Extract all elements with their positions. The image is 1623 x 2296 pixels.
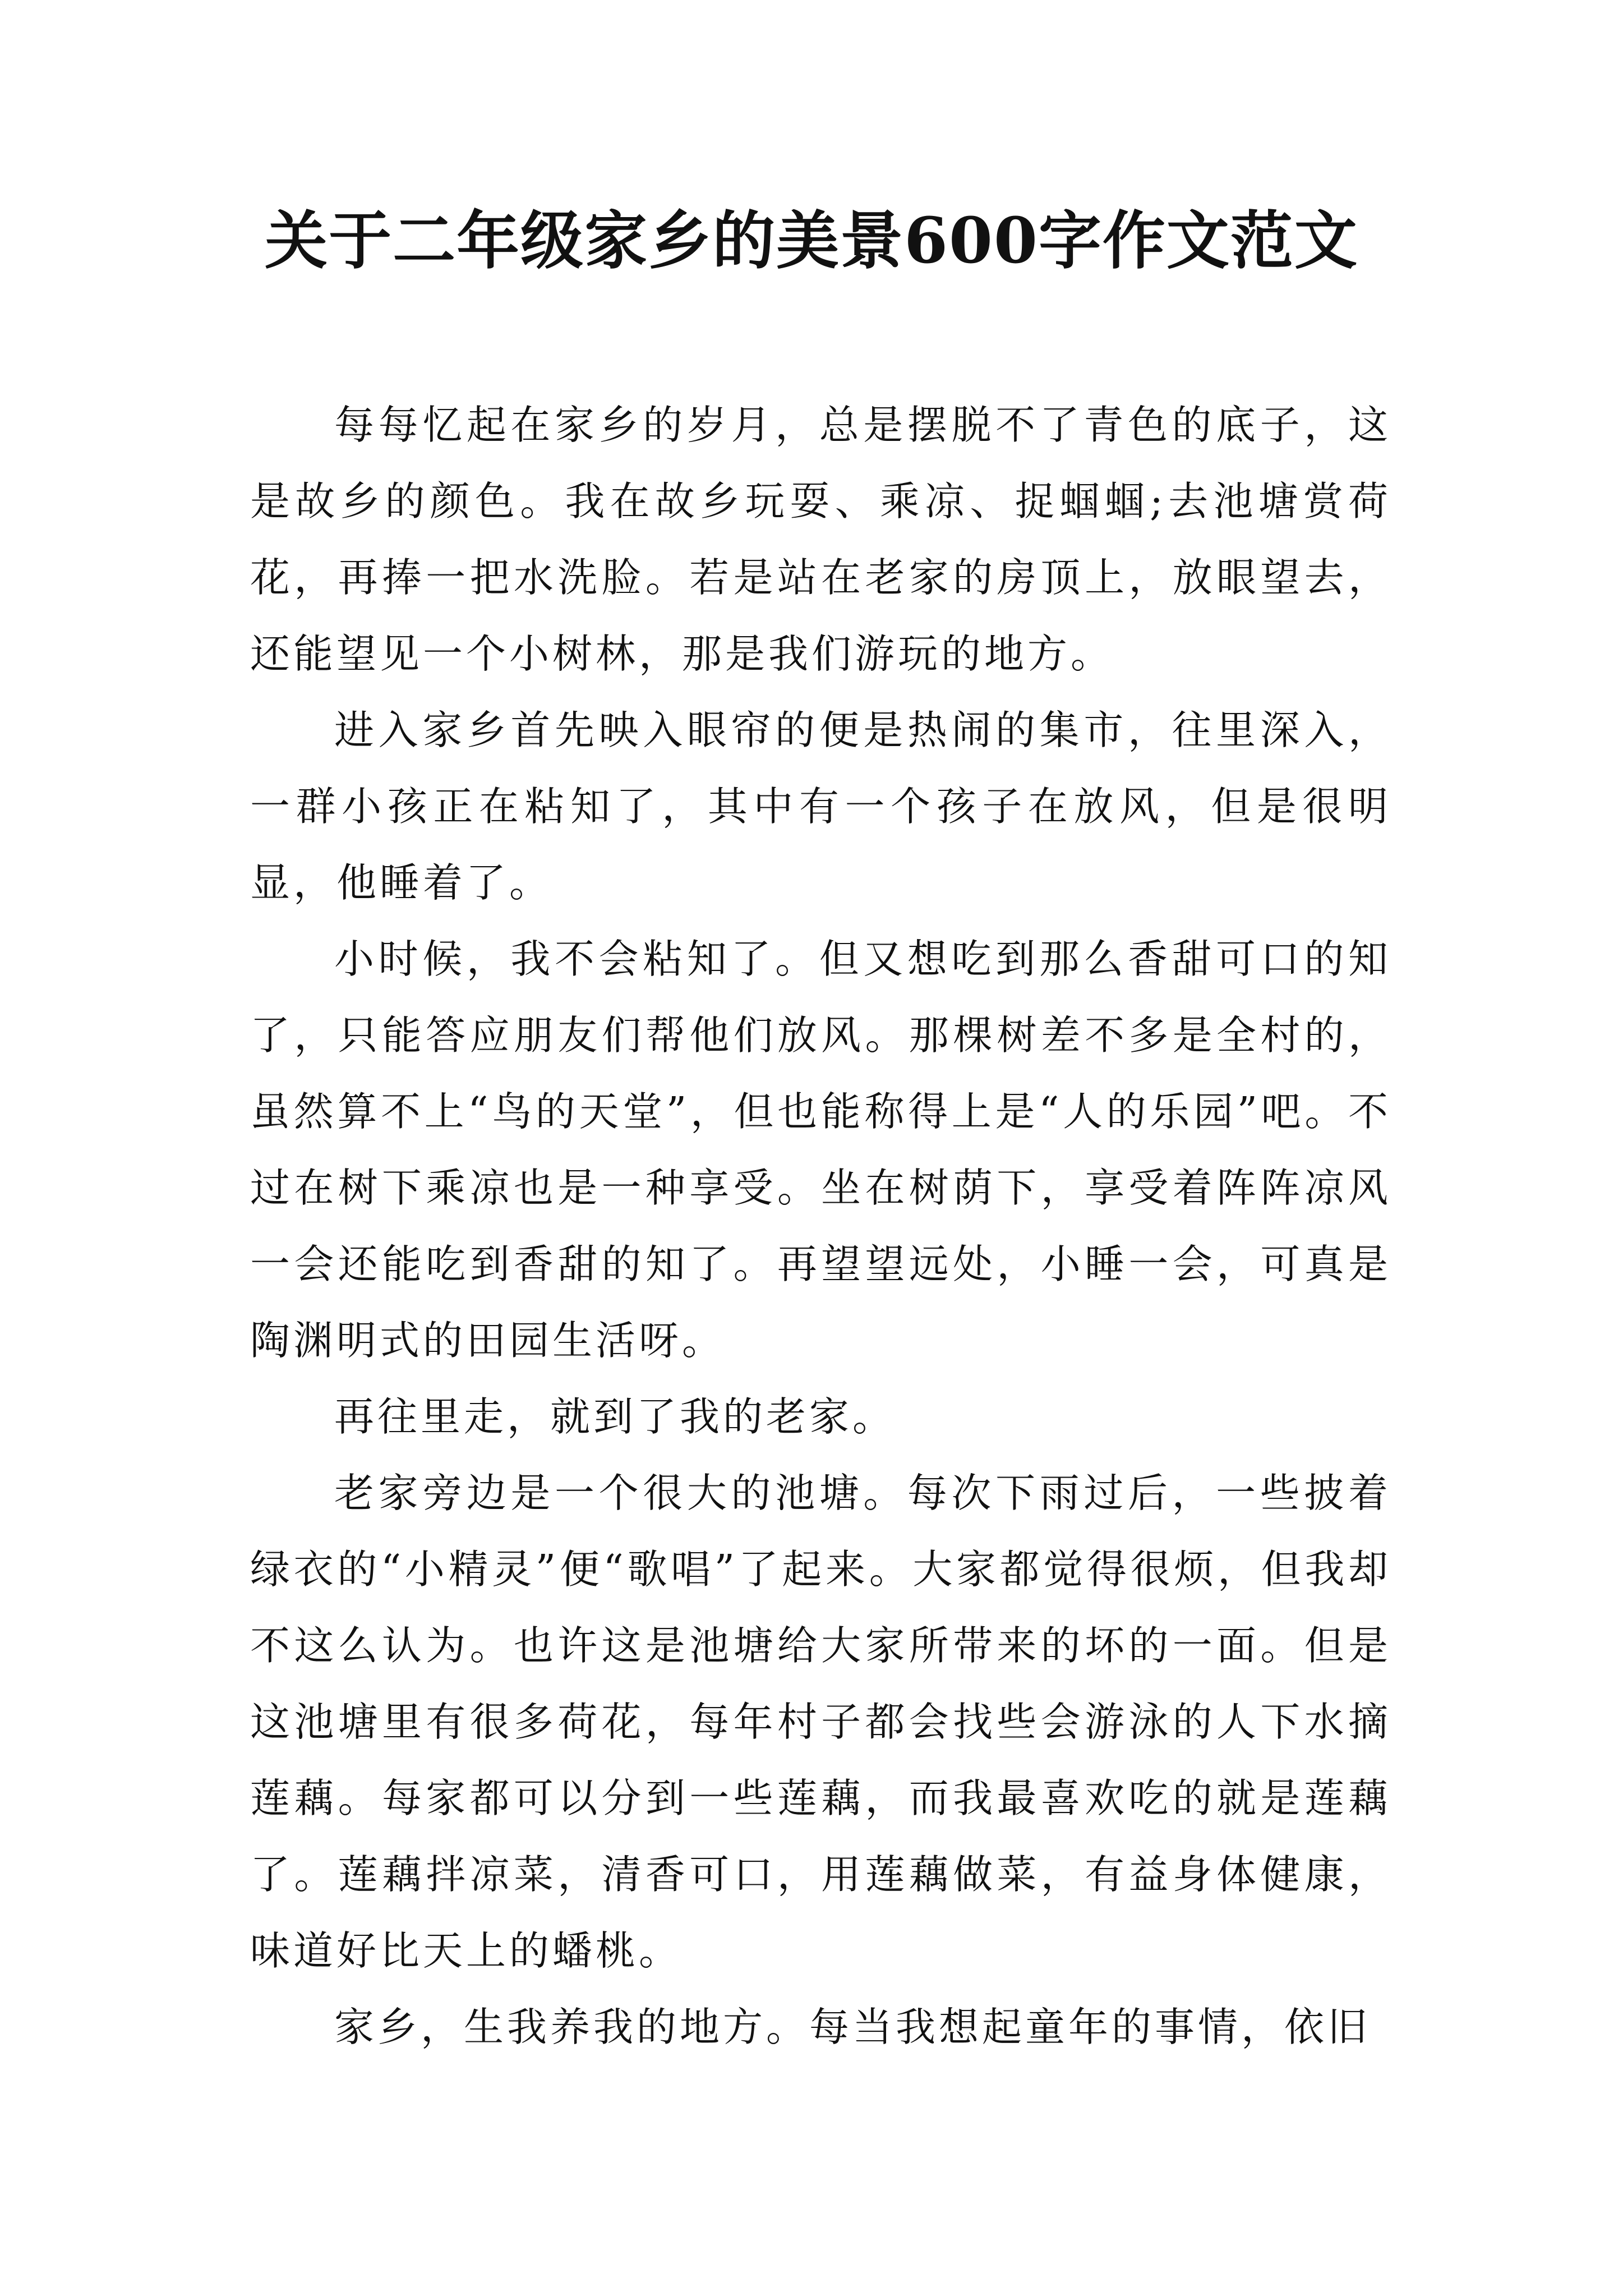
paragraph-2: 进入家乡首先映入眼帘的便是热闹的集市，往里深入，一群小孩正在粘知了，其中有一个孩子在放风，但是很明显，他睡着了。	[250, 707, 1391, 906]
document-body	[250, 387, 1391, 2065]
paragraph-1: 每每忆起在家乡的岁月，总是摆脱不了青色的底子，这是故乡的颜色。我在故乡玩耍、乘凉、捉蝈蝈;去池塘赏荷花，再捧一把水洗脸。若是站在老家的房顶上，放眼望去，还能望见一个小树林，那是我们游玩的地方。	[250, 402, 1391, 677]
document-title: 关于二年级家乡的美景600字作文范文	[265, 204, 1358, 278]
paragraph-4: 再往里走，就到了我的老家。	[334, 1393, 896, 1440]
paragraph-5: 老家旁边是一个很大的池塘。每次下雨过后，一些披着绿衣的“小精灵”便“歌唱”了起来。大家都觉得很烦，但我却不这么认为。也许这是池塘给大家所带来的坏的一面。但是这池塘里有很多荷花，每年村子都会找些会游泳的人下水摘莲藕。每家都可以分到一些莲藕，而我最喜欢吃的就是莲藕了。莲藕拌凉菜，清香可口，用莲藕做菜，有益身体健康，味道好比天上的蟠桃。	[250, 1470, 1391, 1974]
paragraph-3: 小时候，我不会粘知了。但又想吃到那么香甜可口的知了，只能答应朋友们帮他们放风。那棵树差不多是全村的，虽然算不上“鸟的天堂”，但也能称得上是“人的乐园”吧。不过在树下乘凉也是一种享受。坐在树荫下，享受着阵阵凉风一会还能吃到香甜的知了。再望望远处，小睡一会，可真是陶渊明式的田园生活呀。	[250, 936, 1391, 1364]
paragraph-6: 家乡，生我养我的地方。每当我想起童年的事情，依旧	[334, 2004, 1371, 2050]
